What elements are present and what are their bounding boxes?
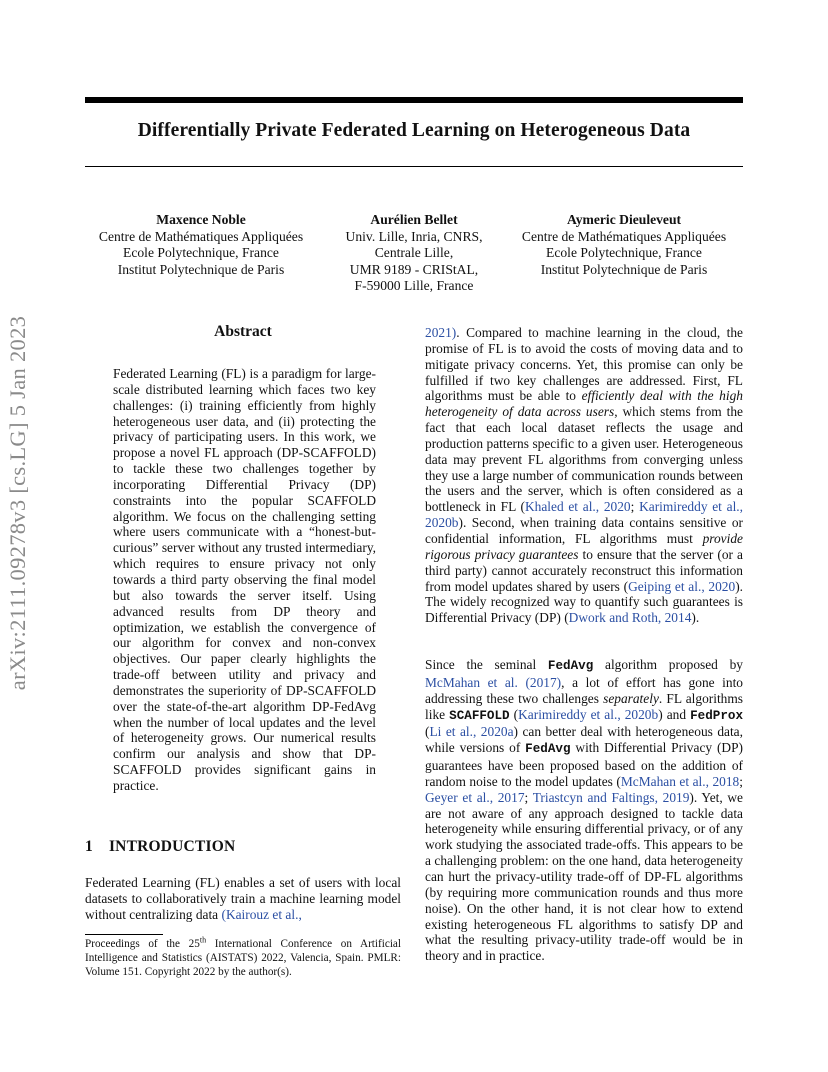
author-block-1 <box>85 212 317 278</box>
citation-link[interactable]: 2021) <box>425 325 457 340</box>
body-text: to ensure that the server (or a third party) cannot accurately reconstruct this information from model updates shared by users ( <box>425 546 743 594</box>
author-affiliation-line: Ecole Polytechnique, France <box>123 245 279 260</box>
emphasis-text: efficiently deal with the high heterogeneity of data across users <box>425 388 743 420</box>
author-block-2 <box>325 212 503 295</box>
citation-link[interactable]: McMahan et al., 2018 <box>620 773 740 789</box>
citation-link[interactable]: Geyer et al., 2017 <box>425 789 525 805</box>
body-text: with Differential Privacy (DP) guarantees have been proposed based on the addition of random noise to the model updates ( <box>425 740 743 789</box>
author-affiliation-line: Centre de Mathématiques Appliquées <box>521 228 727 244</box>
author-affiliation-line: Univ. Lille, Inria, CNRS, <box>345 228 483 244</box>
body-text: ; <box>630 499 640 515</box>
paper-title: Differentially Private Federated Learning on Heterogeneous Data <box>137 120 691 141</box>
body-text: Since the seminal <box>425 657 548 672</box>
footnote <box>85 935 401 979</box>
author-affiliation-line: Ecole Polytechnique, France <box>546 245 702 260</box>
body-text: , which stems from the fact that each local dataset reflects the usage and production patterns specific to a given user. Heterogeneous data may prevent FL algorithms from converging unless they use a large number of communication rounds between the users and the server, which is often considered as a bottleneck in FL ( <box>425 404 743 515</box>
intro-paragraph-left <box>85 875 401 923</box>
arxiv-identifier: arXiv:2111.09278v3 [cs.LG] 5 Jan 2023 <box>5 315 30 691</box>
citation-link[interactable]: Karimireddy et al., 2020b <box>425 499 743 531</box>
footnote-text-post: International Conference on Artificial Intelligence and Statistics (AISTATS) 2022, Valencia, Spain. PMLR: Volume 151. Copyright 2022 by the author(s). <box>85 938 401 978</box>
citation-link[interactable]: (Kairouz et al., <box>221 906 302 922</box>
section-heading <box>85 838 235 856</box>
citation-link[interactable]: Triastcyn and Faltings, 2019 <box>532 789 690 805</box>
footnote-superscript: th <box>199 935 207 945</box>
body-text: ) can better deal with heterogeneous data, while versions of <box>425 724 743 756</box>
title-bottom-rule <box>85 166 743 167</box>
emphasis-text: provide rigorous privacy guarantees <box>425 530 743 562</box>
body-text: ( <box>509 706 519 722</box>
body-text: ; <box>739 773 743 789</box>
citation-link[interactable]: McMahan et al. (2017) <box>425 674 562 690</box>
citation-link[interactable]: Khaled et al., 2020 <box>524 499 631 515</box>
author-name: Aymeric Dieuleveut <box>566 212 682 227</box>
citation-link[interactable]: Geiping et al., 2020 <box>628 578 736 594</box>
abstract-heading: Abstract <box>214 323 272 340</box>
footnote-text-pre: Proceedings of the 25 <box>85 938 200 950</box>
citation-link[interactable]: Dwork and Roth, 2014 <box>568 610 692 626</box>
citation-link[interactable]: Karimireddy et al., 2020b <box>518 706 659 722</box>
author-name: Maxence Noble <box>156 212 246 227</box>
emphasis-text: separately <box>603 690 659 706</box>
author-affiliation-line: F-59000 Lille, France <box>354 278 474 293</box>
author-affiliation-line: UMR 9189 - CRIStAL, <box>349 261 479 277</box>
body-text: algorithm proposed by <box>593 657 743 672</box>
algorithm-name: FedProx <box>690 708 743 723</box>
abstract-body: Federated Learning (FL) is a paradigm for large-scale distributed learning which faces two key challenges: (i) training efficiently from highly heterogeneous user data, and (ii) protecting the privacy of participating users. In this work, we propose a novel FL approach (DP-SCAFFOLD) to tackle these two challenges together by incorporating Differential Privacy (DP) constraints into the popular SCAFFOLD algorithm. We focus on the challenging setting where users communicate with a “honest-but-curious” server without any trusted intermediary, which requires to ensure privacy not only towards a third party observing the final model but also towards the server itself. Using advanced results from DP theory and optimization, we establish the convergence of our algorithm for convex and non-convex objectives. Our paper clearly highlights the trade-off between utility and privacy and demonstrates the superiority of DP-SCAFFOLD over the state-of-the-art algorithm DP-FedAvg when the number of local updates and the level of heterogeneity grows. Our numerical results confirm our analysis and show that DP-SCAFFOLD provides significant gains in practice. <box>113 366 376 793</box>
author-affiliation-line: Institut Polytechnique de Paris <box>540 261 708 277</box>
section-number: 1 <box>85 838 93 855</box>
author-affiliation-line: Centrale Lille, <box>374 245 454 260</box>
citation-link[interactable]: Li et al., 2020a <box>429 724 514 740</box>
intro-paragraph-right-2 <box>425 657 743 964</box>
body-text: ). The widely recognized way to quantify such guarantees is Differential Privacy (DP) ( <box>425 578 743 626</box>
footnote-rule <box>85 934 163 935</box>
body-text: ). Second, when training data contains sensitive or confidential information, FL algorithms must <box>425 515 743 546</box>
algorithm-name: FedAvg <box>525 742 571 757</box>
body-text: , a lot of effort has gone into addressing these two challenges <box>425 674 743 706</box>
body-text: ). Yet, we are not aware of any approach designed to tackle data heterogeneity while ensuring differential privacy, or of any work studying the associated trade-offs. This appears to be a challenging problem: on the one hand, data heterogeneity can hurt the privacy-utility trade-off of DP-FL algorithms (by requiring more communication rounds and thus more noise). On the other hand, it is not clear how to extend existing heterogeneous FL algorithms to satisfy DP and what the resulting privacy-utility trade-off would be in theory and in practice. <box>425 789 744 964</box>
author-affiliation-line: Centre de Mathématiques Appliquées <box>98 228 304 244</box>
author-block-3 <box>508 212 740 278</box>
intro-paragraph-right-1 <box>425 325 743 626</box>
body-text: ; <box>524 789 533 805</box>
algorithm-name: FedAvg <box>547 659 594 673</box>
body-text: ( <box>425 724 430 740</box>
author-name: Aurélien Bellet <box>370 212 458 227</box>
body-text: ). <box>691 610 700 626</box>
title-top-rule <box>85 97 743 103</box>
body-text: ) and <box>658 706 691 722</box>
algorithm-name: SCAFFOLD <box>449 708 510 723</box>
body-text: . FL algorithms like <box>425 690 744 722</box>
intro-text: Federated Learning (FL) enables a set of users with local datasets to collaboratively train a machine learning model without centralizing data <box>85 875 401 922</box>
body-text: . Compared to machine learning in the cloud, the promise of FL is to avoid the costs of moving data and to mitigate privacy concerns. Yet, this promise can only be fulfilled if two key challenges are addressed. First, FL algorithms must be able to <box>425 325 743 404</box>
author-affiliation-line: Institut Polytechnique de Paris <box>117 261 285 277</box>
section-title: INTRODUCTION <box>108 838 236 855</box>
